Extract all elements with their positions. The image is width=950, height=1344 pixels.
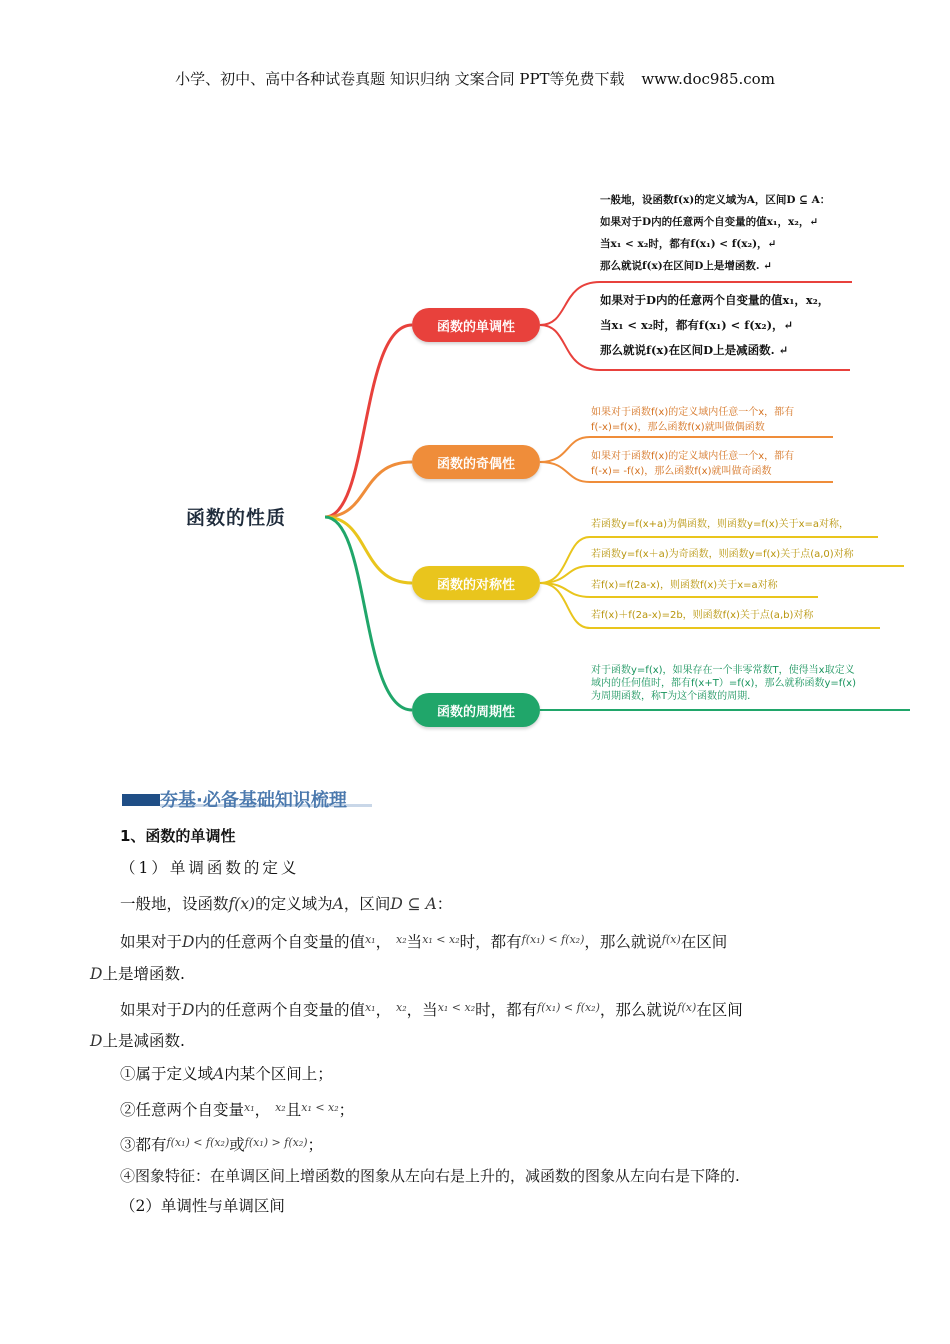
math: A [213, 1065, 225, 1083]
text: 在区间 [696, 1001, 743, 1019]
paragraph-decreasing [120, 998, 743, 1020]
parity-odd-note [591, 449, 794, 479]
text: 如果对于 [120, 933, 183, 951]
symmetry-note-1: 若函数y=f(x+a)为偶函数，则函数y=f(x)关于x=a对称， [591, 519, 850, 530]
text: ， [254, 1101, 271, 1119]
text: ， [375, 1001, 392, 1019]
note-line: 当x₁ < x₂时，都有f(x₁) < f(x₂)，↵ [600, 318, 794, 332]
text: ①属于定义域 [120, 1065, 214, 1083]
text: ， [375, 933, 392, 951]
math: f(x) [677, 1001, 697, 1014]
math: f(x₁) < f(x₂) [537, 1001, 600, 1014]
note-line: f(-x)= -f(x)，那么函数f(x)就叫做奇函数 [591, 466, 772, 477]
text: 或 [229, 1136, 245, 1154]
math: D [182, 1001, 195, 1019]
header-left-text: 小学、初中、高中各种试卷真题 知识归纳 文案合同 PPT等免费下载 [175, 70, 625, 88]
branch-parity: 函数的奇偶性 [412, 445, 540, 479]
note-line: 如果对于D内的任意两个自变量的值x₁，x₂，↵ [600, 216, 819, 228]
note-line: 为周期函数，称T为这个函数的周期. [591, 691, 751, 702]
math: x₁ < x₂ [301, 1101, 339, 1114]
math: x₁ [364, 1001, 376, 1014]
math: x₂ [275, 1101, 286, 1114]
note-line: 域内的任何值时，都有f(x+T）=f(x)，那么就称函数y=f(x) [591, 678, 856, 689]
math: D [90, 1032, 103, 1050]
text: 的定义域为 [255, 895, 333, 913]
text: ，区间 [343, 895, 391, 913]
math: f(x) [661, 933, 681, 946]
math: D ⊆ A [390, 895, 437, 913]
paragraph-increasing [120, 930, 727, 952]
text: ②任意两个自变量 [120, 1101, 245, 1119]
text: 上是增函数. [102, 965, 185, 983]
note-line: 如果对于函数f(x)的定义域内任意一个x，都有 [591, 451, 795, 462]
math: x₁ < x₂ [422, 933, 460, 946]
note-line: 当x₁ < x₂时，都有f(x₁) < f(x₂)，↵ [600, 238, 777, 250]
text: 上是减函数. [102, 1032, 185, 1050]
text: 时，都有 [475, 1001, 538, 1019]
text: 内的任意两个自变量的值 [194, 1001, 365, 1019]
subheading-monotonic-interval: （2）单调性与单调区间 [120, 1197, 285, 1215]
subheading-definition: （1）单调函数的定义 [120, 859, 300, 877]
math: f(x) [228, 895, 256, 913]
text: 内的任意两个自变量的值 [194, 933, 365, 951]
text: 如果对于 [120, 1001, 183, 1019]
text: 且 [285, 1101, 302, 1119]
note-line: 一般地，设函数f(x)的定义域为A，区间D ⊆ A： [600, 194, 831, 206]
math: x₁ [364, 933, 376, 946]
text: 在区间 [680, 933, 728, 951]
text: 当 [406, 933, 423, 951]
header-url: www.doc985.com [641, 70, 775, 88]
math: x₂ [396, 933, 407, 946]
paragraph-domain [120, 892, 452, 914]
symmetry-note-3: 若f(x)=f(2a-x)，则函数f(x)关于x=a对称 [591, 580, 778, 591]
text: ，那么就说 [599, 1001, 678, 1019]
list-item-1 [120, 1062, 333, 1084]
note-line: f(-x)=f(x)，那么函数f(x)就叫做偶函数 [591, 422, 765, 433]
branch-monotonicity: 函数的单调性 [412, 308, 540, 342]
text: 内某个区间上； [224, 1065, 333, 1083]
paragraph-decreasing-cont [90, 1029, 185, 1051]
note-line: 那么就说f(x)在区间D上是减函数. ↵ [600, 343, 789, 357]
mono-increasing-note [600, 189, 830, 277]
math: D [90, 965, 103, 983]
note-line: 那么就说f(x)在区间D上是增函数. ↵ [600, 260, 772, 272]
text: ，当 [406, 1001, 438, 1019]
list-item-2 [120, 1098, 354, 1120]
paragraph-increasing-cont [90, 962, 185, 984]
symmetry-note-2: 若函数y=f(x＋a)为奇函数，则函数y=f(x)关于点(a,0)对称 [591, 549, 854, 560]
math: x₁ [244, 1101, 255, 1114]
text: ； [307, 1136, 324, 1154]
note-line: 对于函数y=f(x)，如果存在一个非零常数T，使得当x取定义 [591, 665, 855, 676]
branch-periodicity: 函数的周期性 [412, 693, 540, 727]
branch-symmetry: 函数的对称性 [412, 566, 540, 600]
mono-decreasing-note [600, 288, 829, 363]
text: ； [338, 1101, 355, 1119]
math: x₁ < x₂ [437, 1001, 476, 1014]
text: ，那么就说 [584, 933, 662, 951]
period-note [591, 664, 856, 703]
math: D [182, 933, 195, 951]
heading-monotonicity: 1、函数的单调性 [120, 827, 236, 845]
parity-even-note [591, 405, 794, 435]
text: 一般地，设函数 [120, 895, 229, 913]
list-item-3 [120, 1133, 323, 1155]
text: ： [436, 895, 453, 913]
math: x₂ [396, 1001, 407, 1014]
symmetry-note-4: 若f(x)＋f(2a-x)=2b，则函数f(x)关于点(a,b)对称 [591, 610, 814, 621]
math: f(x₁) > f(x₂) [244, 1136, 308, 1149]
math: f(x₁) < f(x₂) [166, 1136, 230, 1149]
mindmap-root: 函数的性质 [186, 507, 287, 529]
text: 时，都有 [459, 933, 522, 951]
section-title: 夯基·必备基础知识梳理 [160, 790, 347, 811]
note-line: 如果对于函数f(x)的定义域内任意一个x，都有 [591, 407, 795, 418]
note-line: 如果对于D内的任意两个自变量的值x₁，x₂， [600, 293, 830, 307]
text: ③都有 [120, 1136, 167, 1154]
math: f(x₁) < f(x₂) [521, 933, 585, 946]
list-item-4: ④图象特征：在单调区间上增函数的图象从左向右是上升的，减函数的图象从左向右是下降的. [120, 1167, 740, 1185]
math: A [332, 895, 344, 913]
